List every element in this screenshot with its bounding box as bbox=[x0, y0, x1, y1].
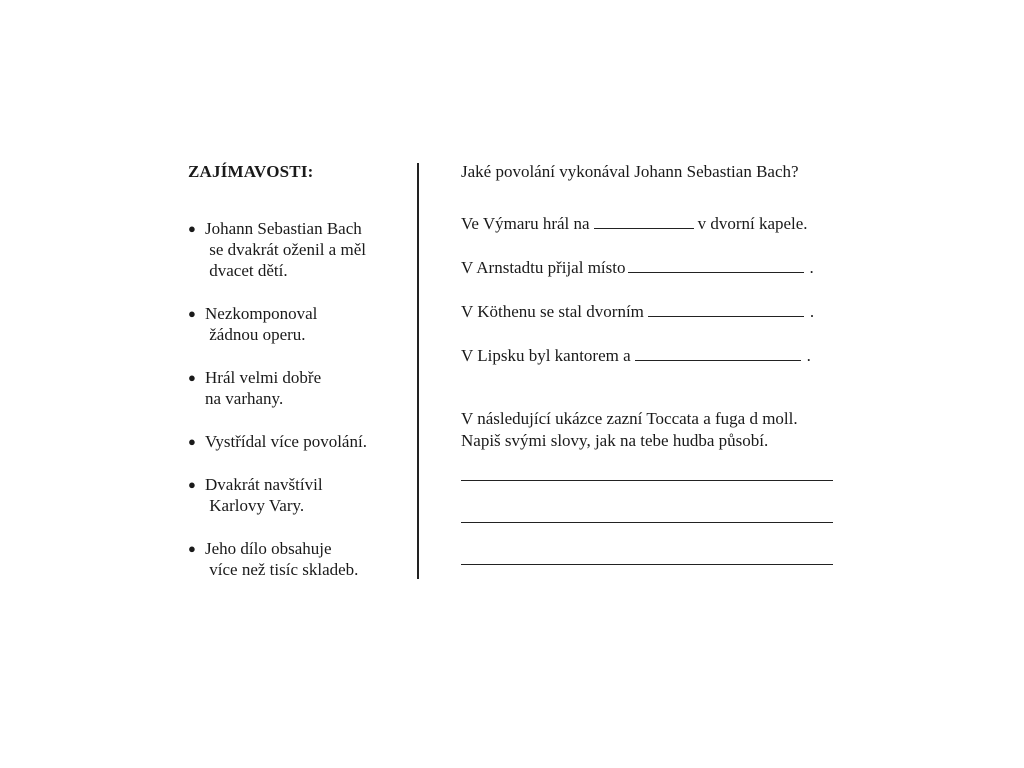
fact-line: Hrál velmi dobře bbox=[205, 368, 322, 387]
fill-in-sentence bbox=[461, 300, 881, 324]
fill-in-blank[interactable] bbox=[635, 345, 801, 361]
answer-line[interactable] bbox=[461, 480, 833, 481]
fact-item bbox=[188, 303, 408, 345]
bullet-icon: ● bbox=[188, 306, 196, 321]
exercise-column bbox=[461, 160, 881, 606]
fill-in-suffix: . bbox=[806, 346, 811, 365]
fact-line: dvacet dětí. bbox=[205, 261, 288, 280]
column-divider bbox=[417, 163, 419, 579]
fact-line: Dvakrát navštívil bbox=[205, 475, 323, 494]
fact-line: žádnou operu. bbox=[205, 325, 306, 344]
fact-item bbox=[188, 474, 408, 516]
fact-text bbox=[205, 367, 321, 409]
bullet-icon: ● bbox=[188, 541, 196, 556]
answer-line[interactable] bbox=[461, 564, 833, 565]
facts-heading: ZAJÍMAVOSTI: bbox=[188, 162, 314, 181]
fact-line: na varhany. bbox=[205, 389, 284, 408]
fact-text bbox=[205, 218, 366, 281]
bullet-icon: ● bbox=[188, 221, 196, 236]
fill-in-prefix: V Lipsku byl kantorem a bbox=[461, 346, 631, 365]
fact-line: Nezkomponoval bbox=[205, 304, 318, 323]
fact-item bbox=[188, 218, 408, 281]
facts-list bbox=[188, 218, 408, 580]
listening-task bbox=[461, 408, 881, 452]
fill-in-suffix: . bbox=[809, 258, 814, 277]
answer-lines bbox=[461, 480, 881, 565]
fill-in-prefix: Ve Výmaru hrál na bbox=[461, 214, 590, 233]
facts-column bbox=[188, 160, 408, 602]
fact-line: se dvakrát oženil a měl bbox=[205, 240, 366, 259]
fact-text bbox=[205, 538, 358, 580]
fact-line: Karlovy Vary. bbox=[205, 496, 305, 515]
fact-item bbox=[188, 367, 408, 409]
answer-line[interactable] bbox=[461, 522, 833, 523]
fill-in-blank[interactable] bbox=[648, 301, 804, 317]
fill-in-blank[interactable] bbox=[594, 213, 694, 229]
fact-text bbox=[205, 474, 323, 516]
fact-item bbox=[188, 538, 408, 580]
fill-in-sentence bbox=[461, 256, 881, 280]
fact-line: Vystřídal více povolání. bbox=[205, 432, 367, 451]
bullet-icon: ● bbox=[188, 434, 196, 449]
fact-line: více než tisíc skladeb. bbox=[205, 560, 359, 579]
fact-text bbox=[205, 431, 367, 452]
fill-in-suffix: v dvorní kapele. bbox=[697, 214, 808, 233]
bullet-icon: ● bbox=[188, 370, 196, 385]
fill-in-sentence bbox=[461, 212, 881, 236]
fill-in-prefix: V Arnstadtu přijal místo bbox=[461, 258, 626, 277]
fact-text bbox=[205, 303, 317, 345]
fact-line: Jeho dílo obsahuje bbox=[205, 539, 332, 558]
fill-in-sentence bbox=[461, 344, 881, 368]
exercise-question: Jaké povolání vykonával Johann Sebastian Bach? bbox=[461, 162, 799, 181]
fill-in-suffix: . bbox=[809, 302, 815, 321]
fact-item bbox=[188, 431, 408, 452]
task-line: V následující ukázce zazní Toccata a fuga d moll. bbox=[461, 409, 798, 428]
bullet-icon: ● bbox=[188, 477, 196, 492]
fact-line: Johann Sebastian Bach bbox=[205, 219, 362, 238]
task-line: Napiš svými slovy, jak na tebe hudba působí. bbox=[461, 431, 769, 450]
fill-in-blank[interactable] bbox=[628, 257, 804, 273]
fill-in-prefix: V Köthenu se stal dvorním bbox=[461, 302, 644, 321]
